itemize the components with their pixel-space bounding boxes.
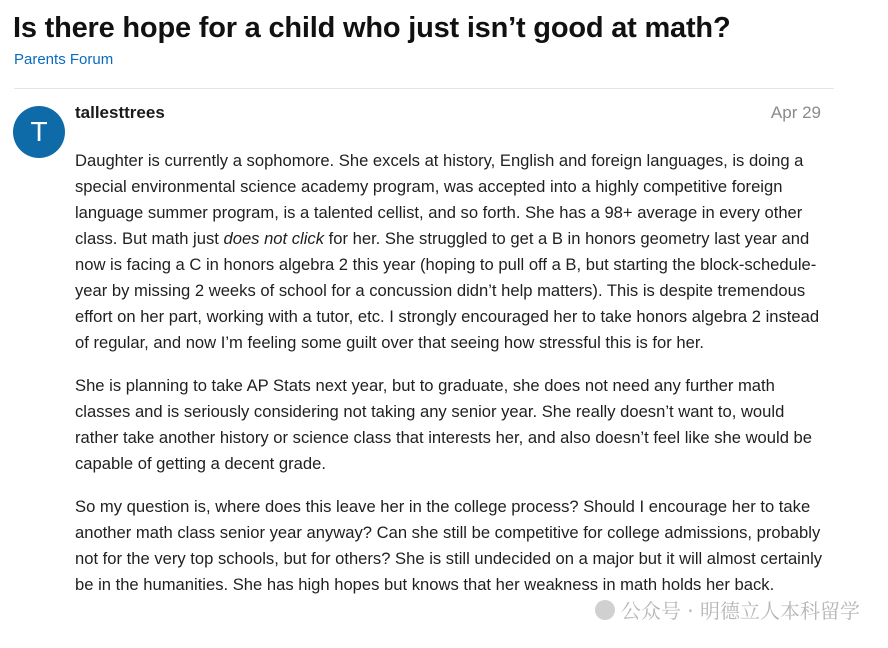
header-divider xyxy=(14,88,834,89)
post-body xyxy=(75,148,823,615)
post-paragraph-1 xyxy=(75,148,823,356)
post-paragraph-1-text-b: for her. She struggled to get a B in honors geometry last year and now is facing a C in honors algebra 2 this year (hoping to pull off a B, but starting the block-schedule-year by missing 2 weeks of school for a concussion didn’t help matters). This is despite tremendous effort on her part, working with a tutor, etc. I strongly encouraged her to take honors algebra 2 instead of regular, and now I’m feeling some guilt over that seeing how stressful this is for her. xyxy=(75,229,820,352)
post-paragraph-1-emphasis: does not click xyxy=(223,229,325,248)
avatar[interactable] xyxy=(13,106,65,158)
page-title: Is there hope for a child who just isn’t good at math? xyxy=(13,12,731,44)
post-date[interactable]: Apr 29 xyxy=(770,103,821,122)
category-link[interactable]: Parents Forum xyxy=(14,51,114,68)
post-paragraph-1-text-a: Daughter is currently a sophomore. She excels at history, English and foreign languages, is doing a special environmental science academy program, was accepted into a highly competitive foreign language summer program, is a talented cellist, and so forth. She has a 98+ average in every other class. But math just xyxy=(75,151,804,248)
post-paragraph-2: She is planning to take AP Stats next year, but to graduate, she does not need any further math classes and is seriously considering not taking any senior year. She really doesn’t want to, would rather take another history or science class that interests her, and also doesn’t feel like she would be capable of getting a decent grade. xyxy=(75,376,812,473)
post-paragraph-3: So my question is, where does this leave her in the college process? Should I encourage her to take another math class senior year anyway? Can she still be competitive for college admissions, probably not for the very top schools, but for others? She is still undecided on a major but it will almost certainly be in the humanities. She has high hopes but knows that her weakness in math holds her back. xyxy=(75,497,823,594)
post-username[interactable]: tallesttrees xyxy=(75,103,165,122)
avatar-letter: T xyxy=(30,116,48,147)
watermark-text: 公众号 · 明德立人本科留学 xyxy=(620,599,860,623)
